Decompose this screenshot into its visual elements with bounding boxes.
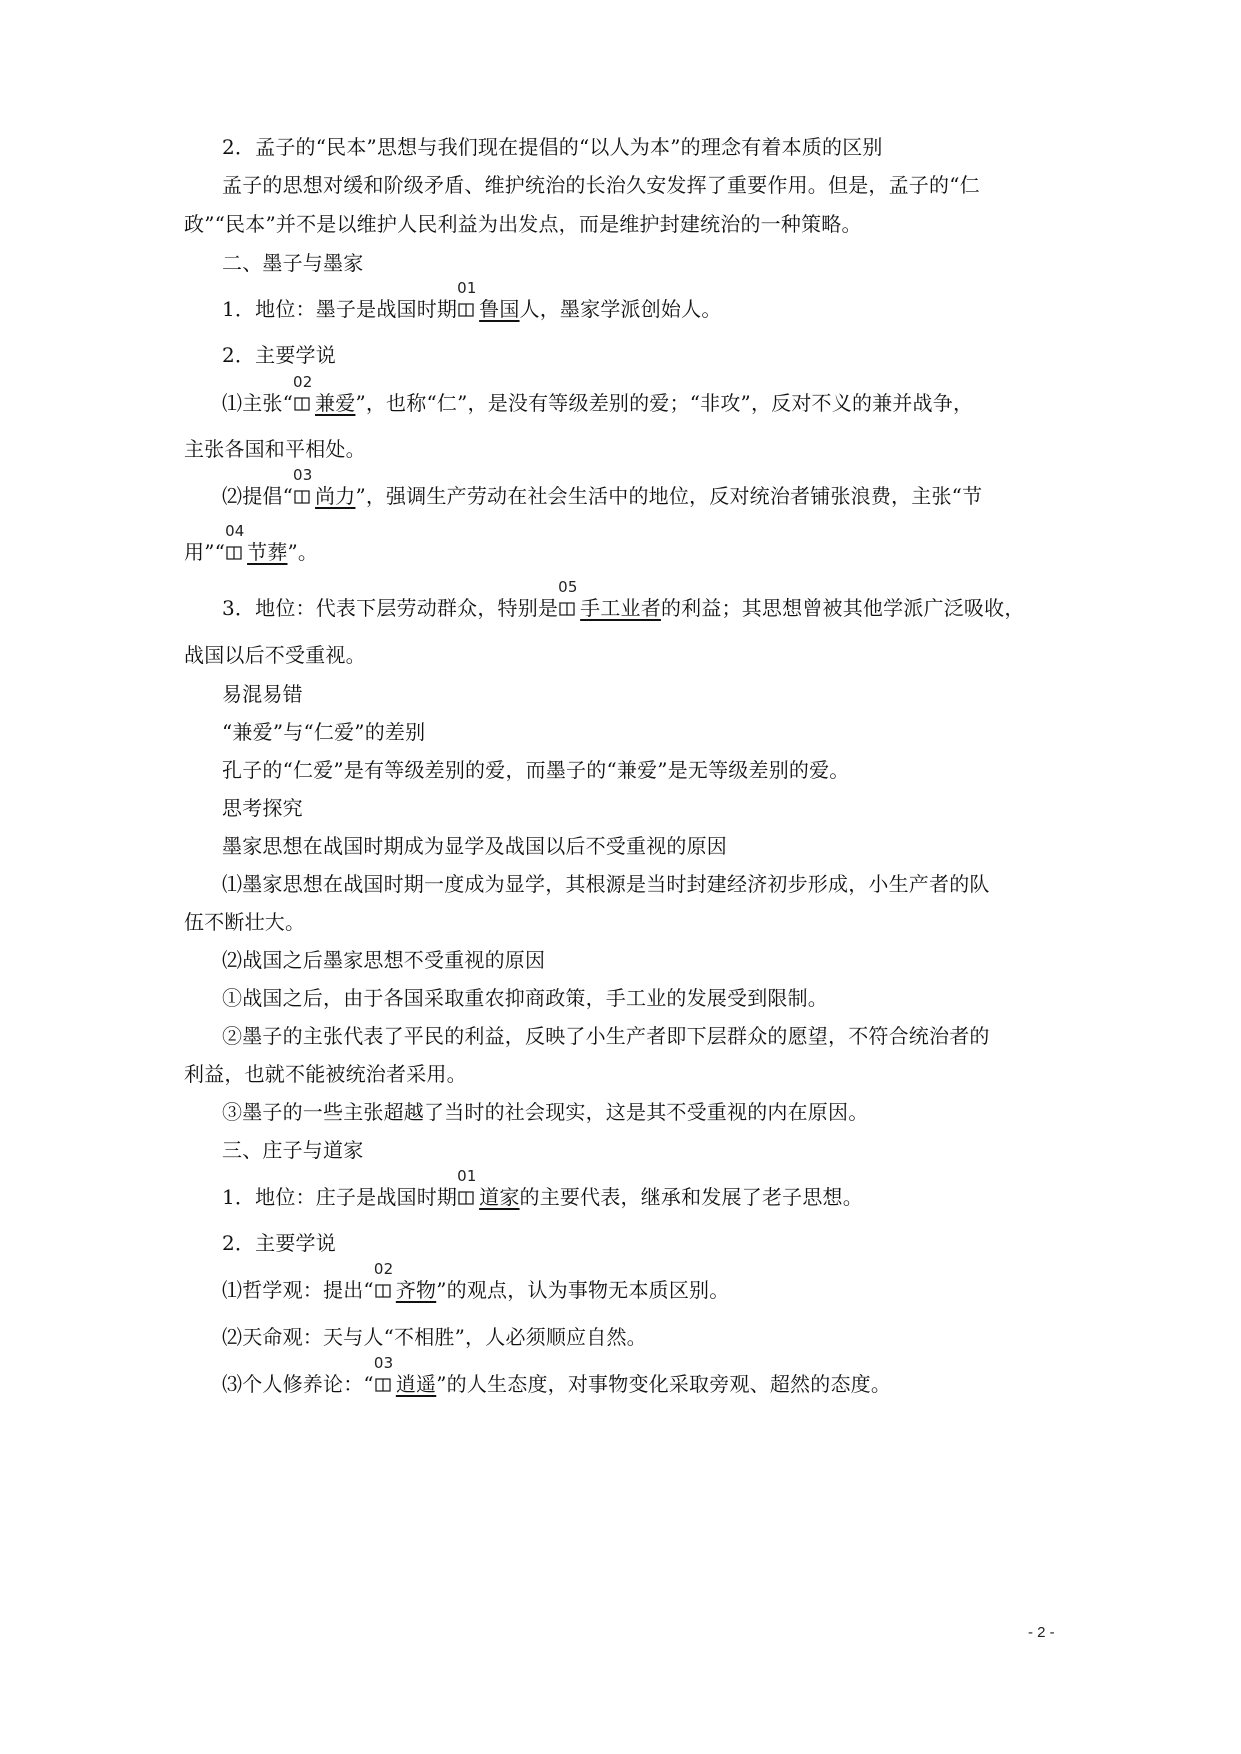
blank-box-icon (293, 486, 311, 506)
blank-number: 01 (457, 1167, 477, 1185)
paragraph-line: 战国以后不受重视。 (184, 643, 366, 667)
paragraph-line (222, 1260, 1102, 1302)
paragraph-line: ⑴墨家思想在战国时期一度成为显学，其根源是当时封建经济初步形成，小生产者的队 (222, 872, 990, 896)
subheading-main-doctrines: 2．主要学说 (222, 1231, 336, 1255)
paragraph-line: ②墨子的主张代表了平民的利益，反映了小生产者即下层群众的愿望，不符合统治者的 (222, 1024, 990, 1048)
paragraph-line (222, 1354, 1102, 1396)
fill-blank (457, 1167, 520, 1209)
blank-number: 02 (373, 1260, 394, 1278)
fill-blank (225, 522, 288, 564)
blank-answer: 逍遥 (395, 1372, 437, 1396)
section-heading-mozi: 二、墨子与墨家 (222, 251, 364, 275)
blank-answer: 节葬 (247, 540, 288, 564)
text-segment: ”，也称“仁”，是没有等级差别的爱；“非攻”，反对不义的兼并战争， (355, 391, 974, 415)
blank-number: 05 (558, 578, 578, 596)
blank-answer: 鲁国 (479, 297, 520, 321)
blank-box-icon (558, 598, 576, 618)
paragraph-line (222, 373, 1102, 415)
fill-blank (373, 1354, 437, 1396)
text-segment: 1．地位：庄子是战国时期 (222, 1185, 458, 1209)
paragraph-line: 孟子的思想对缓和阶级矛盾、维护统治的长治久安发挥了重要作用。但是，孟子的“仁 (222, 173, 980, 197)
text-segment: 的利益；其思想曾被其他学派广泛吸收， (660, 596, 1025, 620)
blank-number: 03 (373, 1354, 394, 1372)
section-heading-zhuangzi: 三、庄子与道家 (222, 1138, 364, 1162)
text-segment: ⑵提倡“ (222, 484, 294, 508)
blank-answer: 兼爱 (315, 391, 356, 415)
blank-number: 03 (293, 466, 313, 484)
text-segment: ⑶个人修养论：“ (222, 1372, 374, 1396)
blank-answer: 尚力 (315, 484, 356, 508)
paragraph-line: 墨家思想在战国时期成为显学及战国以后不受重视的原因 (222, 834, 727, 858)
paragraph-line (184, 522, 1064, 564)
text-segment: ”。 (287, 540, 319, 564)
fill-blank (293, 373, 356, 415)
paragraph-line: 孔子的“仁爱”是有等级差别的爱，而墨子的“兼爱”是无等级差别的爱。 (222, 758, 850, 782)
text-segment: ⑴主张“ (222, 391, 294, 415)
blank-box-icon (457, 1187, 475, 1207)
paragraph-line (222, 578, 1102, 620)
text-segment: 3．地位：代表下层劳动群众，特别是 (222, 596, 559, 620)
fill-blank (293, 466, 356, 508)
text-segment: ”，强调生产劳动在社会生活中的地位，反对统治者铺张浪费，主张“节 (355, 484, 983, 508)
text-segment: 用”“ (184, 540, 226, 564)
paragraph-line (222, 1167, 1102, 1209)
blank-box-icon (374, 1280, 392, 1300)
paragraph-line: ①战国之后，由于各国采取重农抑商政策，手工业的发展受到限制。 (222, 986, 828, 1010)
text-segment: ”的人生态度，对事物变化采取旁观、超然的态度。 (436, 1372, 892, 1396)
paragraph-line (222, 466, 1102, 508)
blank-number: 02 (293, 373, 313, 391)
blank-box-icon (293, 393, 311, 413)
blank-number: 04 (225, 522, 245, 540)
blank-box-icon (457, 299, 475, 319)
text-segment: 的主要代表，继承和发展了老子思想。 (519, 1185, 863, 1209)
label-think-explore: 思考探究 (222, 796, 303, 820)
paragraph-line (222, 279, 1102, 321)
blank-box-icon (225, 542, 243, 562)
paragraph-line: ⑵战国之后墨家思想不受重视的原因 (222, 948, 546, 972)
label-easy-mistakes: 易混易错 (222, 682, 303, 706)
text-segment: ⑴哲学观：提出“ (222, 1278, 374, 1302)
page-number: - 2 - (1028, 1624, 1055, 1641)
blank-box-icon (374, 1374, 392, 1394)
text-segment: 1．地位：墨子是战国时期 (222, 297, 458, 321)
paragraph-line: 主张各国和平相处。 (184, 437, 366, 461)
paragraph-line: “兼爱”与“仁爱”的差别 (222, 720, 426, 744)
paragraph-line: 伍不断壮大。 (184, 910, 306, 934)
text-segment: 人，墨家学派创始人。 (519, 297, 722, 321)
paragraph-line: ③墨子的一些主张超越了当时的社会现实，这是其不受重视的内在原因。 (222, 1100, 869, 1124)
blank-answer: 齐物 (395, 1278, 437, 1302)
text-segment: ”的观点，认为事物无本质区别。 (436, 1278, 730, 1302)
fill-blank (558, 578, 661, 620)
point-2-heading: 2．孟子的“民本”思想与我们现在提倡的“以人为本”的理念有着本质的区别 (222, 135, 883, 159)
blank-number: 01 (457, 279, 477, 297)
subheading-main-doctrines: 2．主要学说 (222, 343, 336, 367)
fill-blank (373, 1260, 437, 1302)
blank-answer: 手工业者 (580, 596, 661, 620)
blank-answer: 道家 (479, 1185, 520, 1209)
paragraph-line: 政”“民本”并不是以维护人民利益为出发点，而是维护封建统治的一种策略。 (184, 212, 862, 236)
paragraph-line: ⑵天命观：天与人“不相胜”，人必须顺应自然。 (222, 1325, 647, 1349)
paragraph-line: 利益，也就不能被统治者采用。 (184, 1062, 467, 1086)
fill-blank (457, 279, 520, 321)
